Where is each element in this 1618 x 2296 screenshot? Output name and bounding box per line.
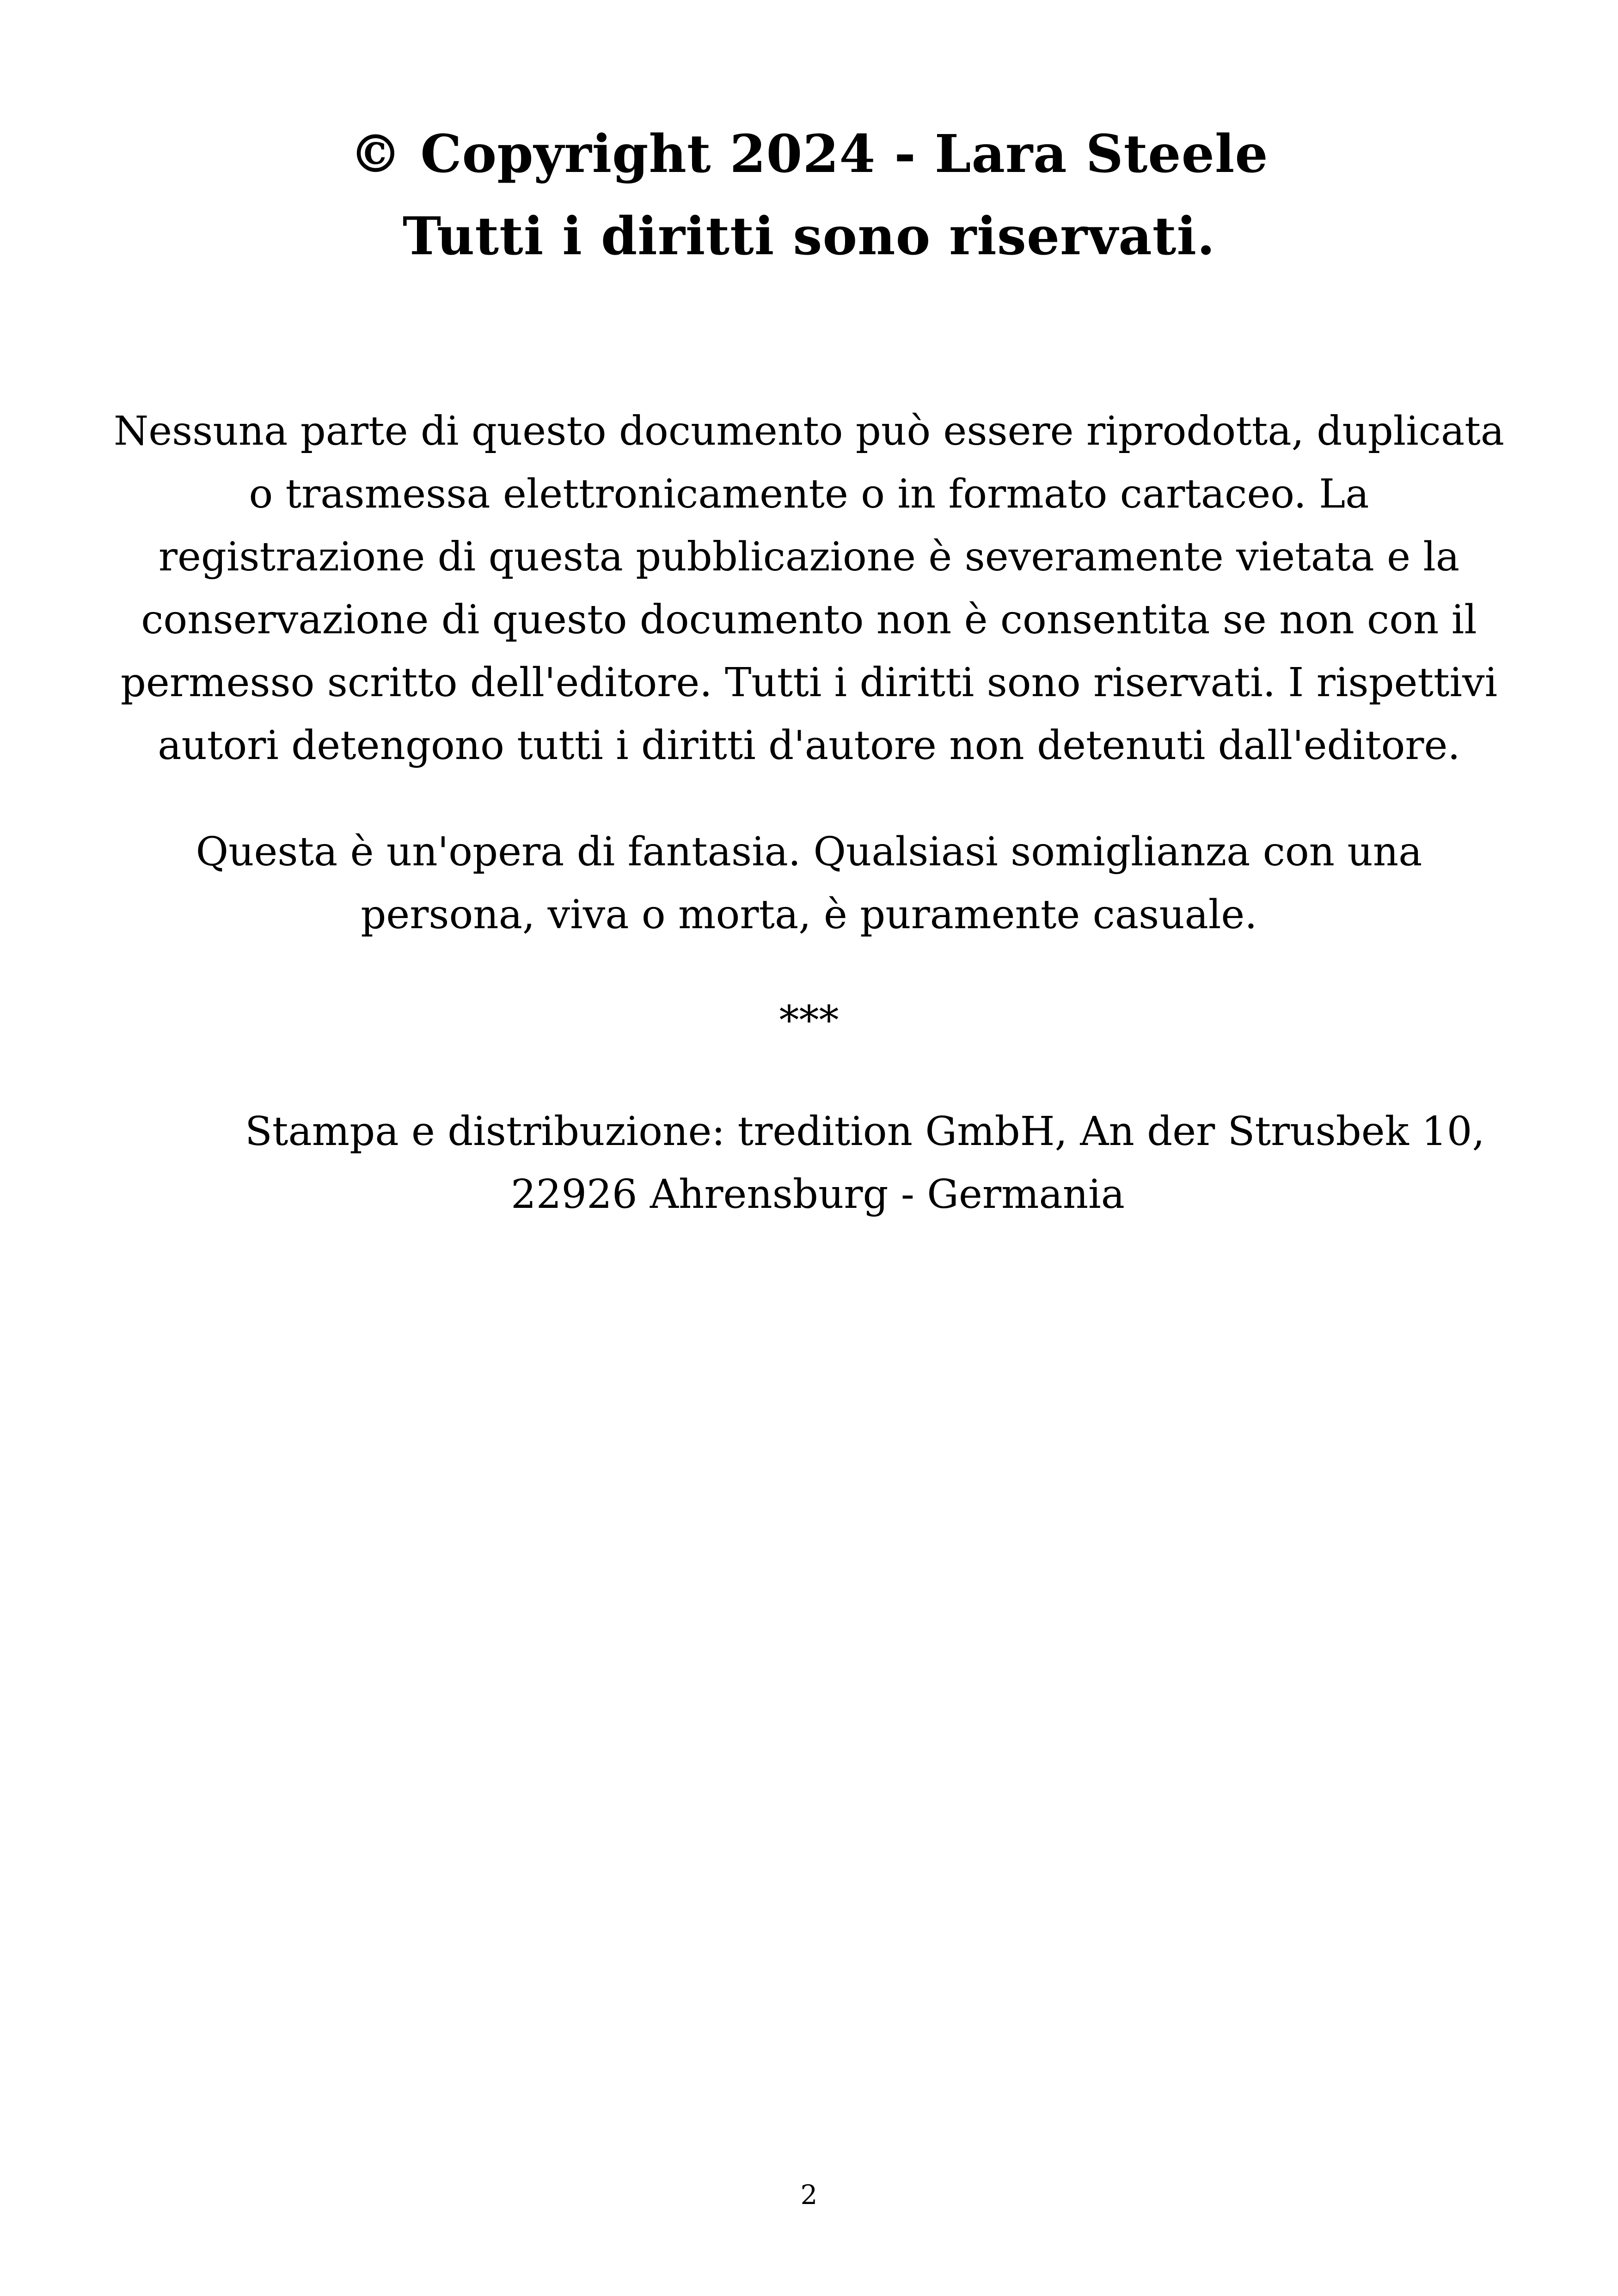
copyright-title: © Copyright 2024 - Lara Steele [349, 124, 1269, 184]
fiction-disclaimer-paragraph: Questa è un'opera di fantasia. Qualsiasi somiglianza con una persona, viva o morta, è puramente casuale. [196, 829, 1422, 938]
printing-distribution-info [245, 1100, 1493, 1226]
page-number: 2 [800, 2179, 818, 2210]
copyright-heading [0, 113, 1618, 278]
section-separator: *** [779, 998, 839, 1044]
printing-address-line-1: Stampa e distribuzione: tredition GmbH, An der Strusbek 10, [245, 1108, 1485, 1155]
reproduction-notice-paragraph: Nessuna parte di questo documento può essere riprodotta, duplicata o trasmessa elettronicamente o in formato cartaceo. La registrazione di questa pubblicazione è severamente vietata e la conservazione di questo documento non è consentita se non con il permesso scritto dell'editore. Tutti i diritti sono riservati. I rispettivi autori detengono tutti i diritti d'autore non detenuti dall'editore. [113, 408, 1505, 769]
printing-address-line-2: 22926 Ahrensburg - Germania [511, 1171, 1125, 1218]
rights-reserved-title: Tutti i diritti sono riservati. [402, 206, 1216, 267]
